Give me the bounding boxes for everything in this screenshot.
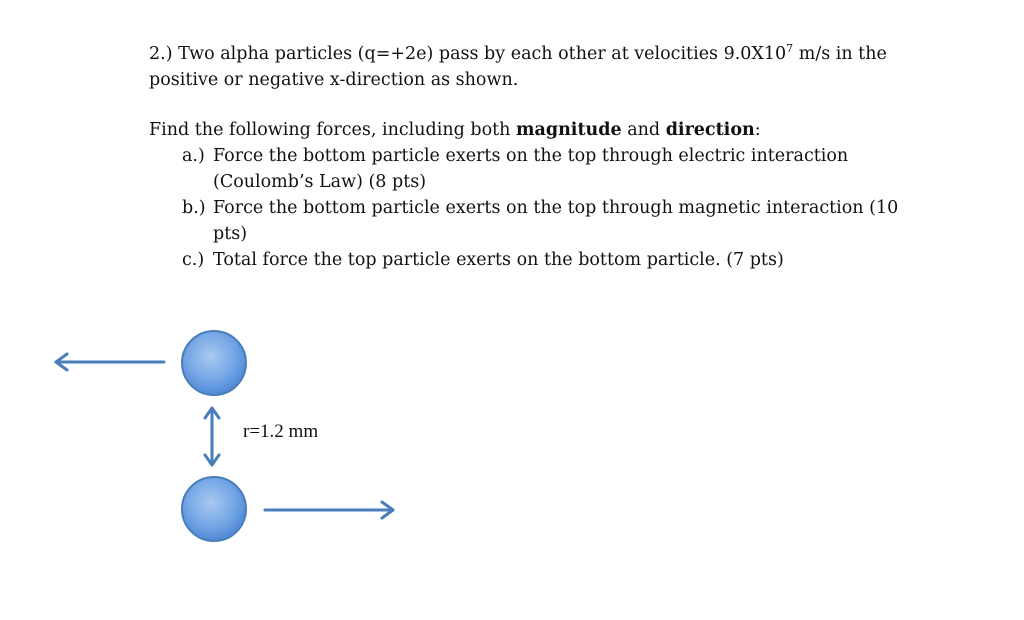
direction-word: direction	[665, 119, 755, 140]
instruction-colon: :	[754, 119, 761, 140]
part-a-marker: a.)	[182, 145, 205, 166]
problem-line-1: Two alpha particles (q=+2e) pass by each other at velocities 9.0X10	[178, 43, 787, 64]
part-c-line-1: Total force the top particle exerts on the bottom particle. (7 pts)	[213, 249, 784, 270]
part-b-marker: b.)	[182, 197, 206, 218]
part-b-line-2: pts)	[213, 223, 248, 244]
velocity-exponent: 7	[786, 42, 794, 55]
part-a-line-1: Force the bottom particle exerts on the top through electric interaction	[213, 145, 849, 166]
bottom-particle	[182, 477, 246, 541]
and-word: and	[621, 119, 666, 140]
magnitude-word: magnitude	[515, 119, 622, 140]
part-b-line-1: Force the bottom particle exerts on the top through magnetic interaction (10	[213, 197, 899, 218]
top-particle	[182, 331, 246, 395]
top-velocity-arrow	[56, 354, 164, 370]
separation-arrow	[205, 408, 219, 465]
part-c-marker: c.)	[182, 249, 205, 270]
problem-number: 2.)	[149, 43, 173, 64]
problem-line-1-end: m/s in the	[793, 43, 887, 64]
instruction-start: Find the following forces, including both	[149, 119, 516, 140]
bottom-velocity-arrow	[265, 502, 393, 518]
problem-line-2: positive or negative x-direction as shown.	[149, 69, 519, 90]
part-a-line-2: (Coulomb’s Law) (8 pts)	[213, 171, 427, 192]
separation-label: r=1.2 mm	[243, 421, 319, 442]
